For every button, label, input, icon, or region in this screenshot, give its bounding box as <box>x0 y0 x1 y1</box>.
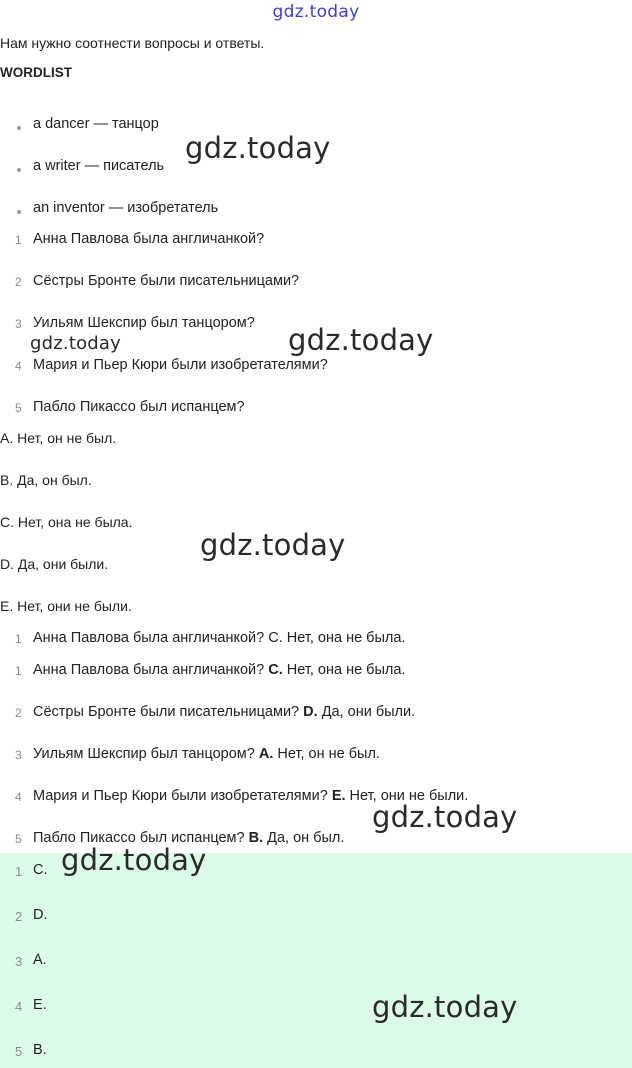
list-item: an inventor — изобретатель <box>33 200 219 216</box>
list-number: 1 <box>15 632 22 646</box>
list-number: 3 <box>15 954 23 969</box>
list-number: 1 <box>15 864 23 879</box>
watermark: gdz.today <box>372 800 518 834</box>
answer-item <box>33 704 415 720</box>
answer-text: Нет, он не был. <box>277 746 380 762</box>
watermark: gdz.today <box>30 333 122 354</box>
answer-question: Мария и Пьер Кюри были изобретателями? <box>33 788 328 804</box>
wordlist-heading: WORDLIST <box>0 65 72 80</box>
bullet-icon <box>17 168 21 172</box>
answer-summary-box <box>0 853 632 1068</box>
list-number: 3 <box>15 748 22 762</box>
answer-question: Уильям Шекспир был танцором? <box>33 746 255 762</box>
watermark: gdz.today <box>372 990 518 1024</box>
intro-text: Нам нужно соотнести вопросы и ответы. <box>0 35 265 51</box>
question-item: Пабло Пикассо был испанцем? <box>33 399 245 415</box>
question-item: Анна Павлова была англичанкой? <box>33 231 265 247</box>
list-number: 2 <box>15 909 23 924</box>
option-item: B. Да, он был. <box>0 472 92 488</box>
watermark: gdz.today <box>61 843 207 877</box>
bullet-icon <box>17 126 21 130</box>
option-item: A. Нет, он не был. <box>0 430 117 446</box>
question-item: Мария и Пьер Кюри были изобретателями? <box>33 357 328 373</box>
question-item: Уильям Шекспир был танцором? <box>33 315 255 331</box>
option-item: E. Нет, они не были. <box>0 598 132 614</box>
list-number: 3 <box>15 317 22 331</box>
list-number: 4 <box>15 790 22 804</box>
answer-text: Нет, они не были. <box>349 788 469 804</box>
list-number: 2 <box>15 706 22 720</box>
answer-text: Нет, она не была. <box>286 662 406 678</box>
list-number: 4 <box>15 999 23 1014</box>
answer-question: Анна Павлова была англичанкой? <box>33 662 265 678</box>
watermark: gdz.today <box>185 131 331 165</box>
answer-question: Пабло Пикассо был испанцем? <box>33 830 245 846</box>
option-item: C. Нет, она не была. <box>0 514 133 530</box>
answer-letter: С. <box>268 662 283 678</box>
answer-item <box>33 662 405 678</box>
list-number: 4 <box>15 359 22 373</box>
summary-item: C. <box>33 862 48 878</box>
list-number: 2 <box>15 275 22 289</box>
list-number: 1 <box>15 233 22 247</box>
answer-question: Сёстры Бронте были писательницами? <box>33 704 300 720</box>
answer-item <box>33 746 380 762</box>
list-item: a dancer — танцор <box>33 116 159 132</box>
summary-item: B. <box>33 1042 47 1058</box>
list-item: a writer — писатель <box>33 158 165 174</box>
answer-letter: D. <box>303 704 318 720</box>
answer-text: Да, он был. <box>267 830 345 846</box>
bullet-icon <box>17 210 21 214</box>
answer-text: Да, они были. <box>321 704 416 720</box>
summary-item: E. <box>33 997 47 1013</box>
site-logo[interactable]: gdz.today <box>272 2 360 22</box>
summary-item: A. <box>33 952 47 968</box>
answer-letter: A. <box>258 746 274 762</box>
list-number: 5 <box>15 401 22 415</box>
answer-letter: B. <box>248 830 264 846</box>
answer-item: Анна Павлова была англичанкой? С. Нет, она не была. <box>33 630 406 646</box>
option-item: D. Да, они были. <box>0 556 109 572</box>
watermark: gdz.today <box>288 323 434 357</box>
list-number: 5 <box>15 1044 23 1059</box>
watermark: gdz.today <box>200 528 346 562</box>
answer-letter: E. <box>331 788 346 804</box>
question-item: Сёстры Бронте были писательницами? <box>33 273 300 289</box>
list-number: 5 <box>15 832 22 846</box>
summary-item: D. <box>33 907 48 923</box>
list-number: 1 <box>15 664 22 678</box>
